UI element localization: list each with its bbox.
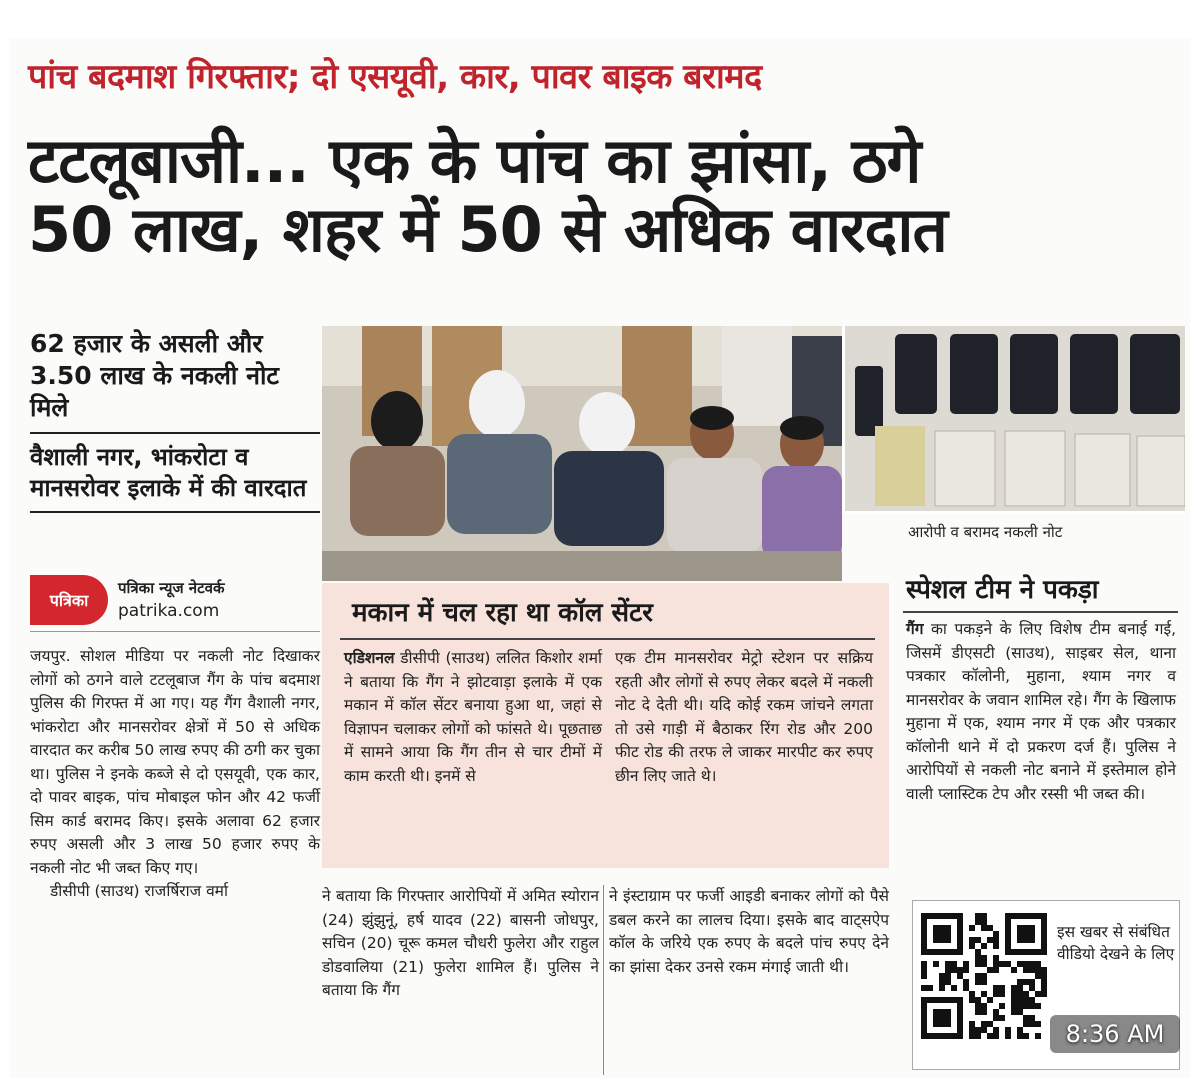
qr-code-graphic [921,913,1047,1039]
story-bottom-column-1: ने बताया कि गिरफ्तार आरोपियों में अमित स्योरान (24) झुंझुनूं, हर्ष यादव (22) बासनी जोधपुर, सचिन (20) चूरू कमल चौधरी फुलेरा और राहुल डोडवालिया (21) फुलेरा शामिल हैं। पुलिस ने बताया कि गैंग [322,887,599,1000]
sidebar-column [906,618,1176,806]
recovered-items-photo [842,326,1185,514]
column-divider [603,885,604,1075]
box-title: मकान में चल रहा था कॉल सेंटर [352,598,653,628]
headline-line-2: 50 लाख, शहर में 50 से अधिक वारदात [28,193,947,267]
qr-code-icon[interactable] [921,913,1047,1039]
story-left-tail: डीसीपी (साउथ) राजर्षिराज वर्मा [50,882,228,901]
box-col1-lead: एडिशनल [344,649,395,667]
deck-block [30,328,320,513]
newspaper-page [10,38,1190,1078]
box-divider [340,638,875,640]
sidebar-lead: गैंग [906,620,924,638]
main-headline [28,126,1178,265]
story-left-column [30,645,320,904]
status-time: 8:36 AM [1065,1020,1165,1048]
box-column-2: एक टीम मानसरोवर मेट्रो स्टेशन पर सक्रिय रहती और लोगों से रुपए लेकर बदले में नकली नोट दे देती थी। यदि कोई रकम जांचने लगता तो उसे गाड़ी में बैठाकर रिंग रोड और 200 फीट रोड की तरफ ले जाकर मारपीट कर रुपए छीन लिए जाते थे। [615,649,873,785]
accused-photo-image [322,326,842,581]
call-center-box [322,583,889,868]
story-bottom-column-2: ने इंस्टाग्राम पर फर्जी आइडी बनाकर लोगों को पैसे डबल करने का लालच दिया। इसके बाद वाट्सऐप कॉल के जरिये एक रुपए के बदले पांच रुपए देने का झांसा देकर उनसे रकम मंगाई जाती थी। [609,887,889,976]
photo-caption: आरोपी व बरामद नकली नोट [908,523,1063,541]
deck-secondary: वैशाली नगर, भांकरोटा व मानसरोवर इलाके में की वारदात [30,442,320,513]
sidebar-divider [903,611,1178,613]
headline-line-1: टटलूबाजी... एक के पांच का झांसा, ठगे [28,124,921,197]
qr-prompt-text: इस खबर से संबंधित वीडियो देखने के लिए [1057,923,1175,964]
sidebar-title: स्पेशल टीम ने पकड़ा [906,575,1099,605]
patrika-logo: पत्रिका [30,575,108,625]
story-left-body: जयपुर. सोशल मीडिया पर नकली नोट दिखाकर लोगों को ठगने वाले टटलूबाज गैंग के पांच बदमाश पुलिस की गिरफ्त में आ गए। यह गैंग वैशाली नगर, भांकरोटा और मानसरोवर क्षेत्रों में 50 से अधिक वारदात कर करीब 50 लाख रुपए की ठगी कर चुका था। पुलिस ने इनके कब्जे से दो एसयूवी, एक कार, दो पावर बाइक, पांच मोबाइल फोन और 42 फर्जी सिम कार्ड बरामद किए। इसके अलावा 62 हजार रुपए असली और 3 लाख 50 हजार रुपए के नकली नोट भी जब्त किए गए। [30,647,320,877]
box-col1-text: डीसीपी (साउथ) ललित किशोर शर्मा ने बताया कि गैंग ने झोटवाड़ा इलाके में एक मकान में कॉल सेंटर बनाया हुआ था, जहां से विज्ञापन चलाकर लोगों को फांसते थे। पूछताछ में सामने आया कि गैंग तीन से चार टीमों में काम करती थी। इनमें से [344,649,602,785]
sidebar-text: का पकड़ने के लिए विशेष टीम बनाई गई, जिसमें डीएसटी (साउथ), साइबर सेल, थाना पत्रकार कॉलोनी, मुहाना, श्याम नगर व मानसरोवर के जवान शामिल रहे। गैंग के खिलाफ मुहाना में एक, श्याम नगर में एक और पत्रकार कॉलोनी थाने में दो प्रकरण दर्ज हैं। पुलिस ने आरोपियों से नकली नोट बनाने में इस्तेमाल होने वाली प्लास्टिक टेप और रस्सी भी जब्त की। [906,620,1176,803]
deck-primary: 62 हजार के असली और 3.50 लाख के नकली नोट मिले [30,328,320,434]
kicker-headline: पांच बदमाश गिरफ्तार; दो एसयूवी, कार, पावर बाइक बरामद [28,57,762,97]
byline-site: patrika.com [118,601,220,621]
recovered-items-image [845,326,1185,514]
accused-photo [322,326,842,581]
byline [30,568,320,632]
byline-text [118,578,225,621]
byline-network: पत्रिका न्यूज नेटवर्क [118,579,225,597]
box-column-1 [344,647,602,788]
